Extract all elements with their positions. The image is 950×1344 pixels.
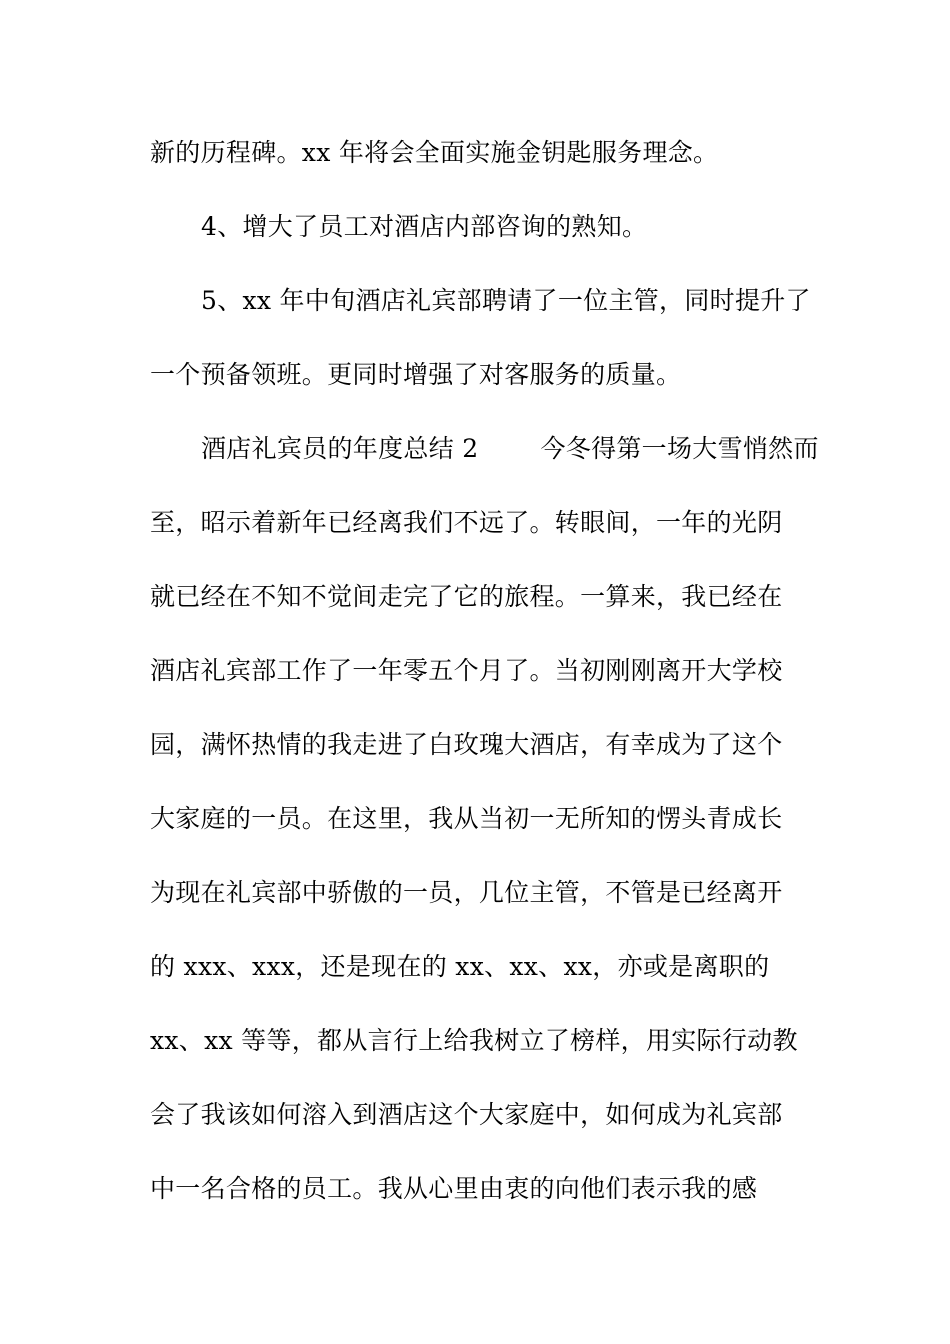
paragraph-line: 至，昭示着新年已经离我们不远了。转眼间，一年的光阴 bbox=[150, 508, 783, 537]
paragraph-line: 就已经在不知不觉间走完了它的旅程。一算来，我已经在 bbox=[150, 582, 783, 611]
list-item-5: 5、xx 年中旬酒店礼宾部聘请了一位主管，同时提升了 bbox=[201, 286, 811, 315]
paragraph-line: 为现在礼宾部中骄傲的一员，几位主管，不管是已经离开 bbox=[150, 878, 783, 907]
paragraph-line: xx、xx 等等，都从言行上给我树立了榜样，用实际行动教 bbox=[150, 1026, 798, 1055]
list-item-5-continuation: 一个预备领班。更同时增强了对客服务的质量。 bbox=[150, 360, 682, 389]
paragraph-line: 大家庭的一员。在这里，我从当初一无所知的愣头青成长 bbox=[150, 804, 783, 833]
paragraph-line: 的 xxx、xxx，还是现在的 xx、xx、xx，亦或是离职的 bbox=[150, 952, 770, 981]
section-first-line bbox=[201, 434, 819, 464]
list-item-4: 4、增大了员工对酒店内部咨询的熟知。 bbox=[201, 212, 648, 241]
section-opening-text: 今冬得第一场大雪悄然而 bbox=[540, 434, 819, 463]
section-heading: 酒店礼宾员的年度总结 2 bbox=[201, 434, 479, 463]
paragraph-line-1: 新的历程碑。xx 年将会全面实施金钥匙服务理念。 bbox=[150, 138, 719, 167]
paragraph-line: 园，满怀热情的我走进了白玫瑰大酒店，有幸成为了这个 bbox=[150, 730, 783, 759]
paragraph-line: 中一名合格的员工。我从心里由衷的向他们表示我的感 bbox=[150, 1174, 758, 1203]
paragraph-line: 酒店礼宾部工作了一年零五个月了。当初刚刚离开大学校 bbox=[150, 656, 783, 685]
paragraph-line: 会了我该如何溶入到酒店这个大家庭中，如何成为礼宾部 bbox=[150, 1100, 783, 1129]
